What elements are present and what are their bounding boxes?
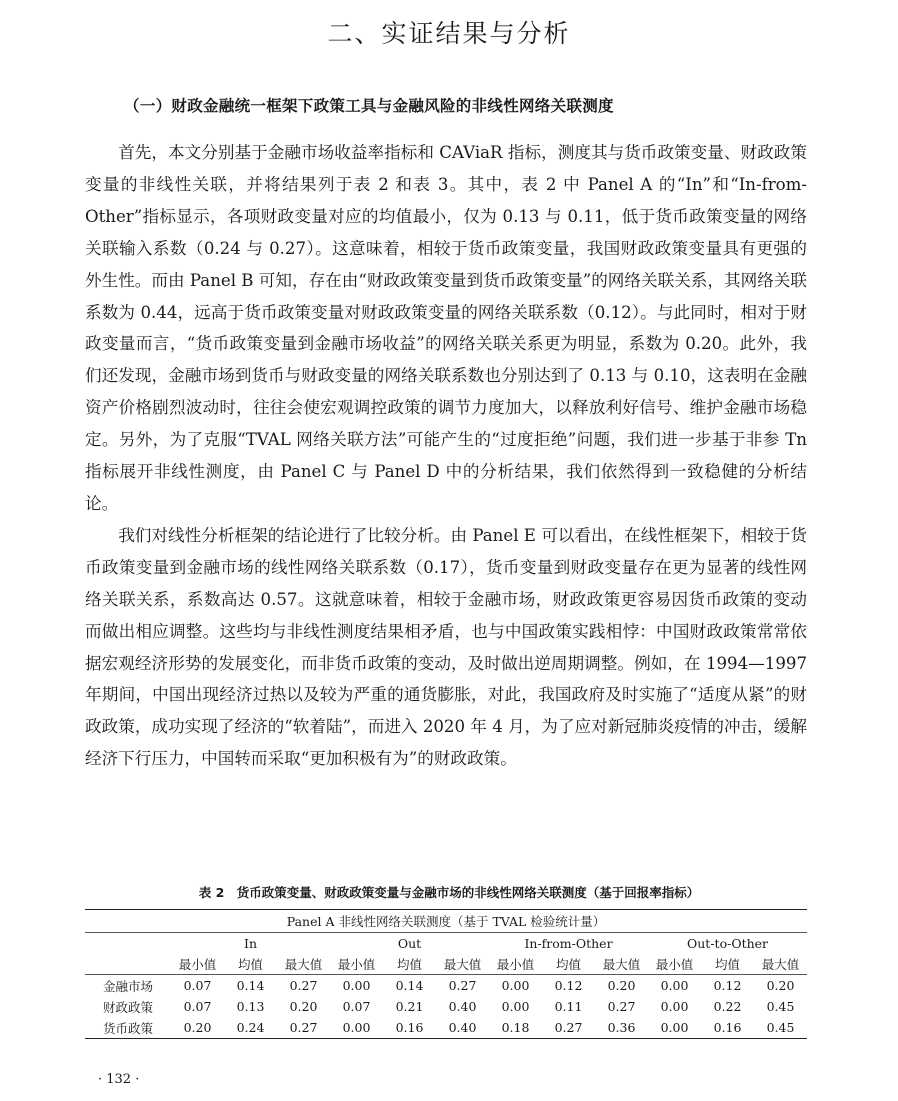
table-cell: 0.00 [501,999,530,1014]
section-title: 二、实证结果与分析 [327,19,571,48]
table-cell: 0.20 [607,978,636,993]
table-cell: 0.16 [701,1017,754,1039]
table-cell: 0.21 [395,999,424,1014]
stat-header: 均值 [542,953,595,975]
stat-header: 均值 [701,953,754,975]
row-label: 金融市场 [102,978,153,994]
table-cell: 0.45 [754,1017,807,1039]
row-label: 财政政策 [102,999,153,1015]
corner-cell [85,933,171,954]
table-cell: 0.20 [289,999,318,1014]
stat-header: 最小值 [330,953,383,975]
paragraph-1: 首先，本文分别基于金融市场收益率指标和 CAViaR 指标，测度其与货币政策变量、财政政策变量的非线性关联，并将结果列于表 2 和表 3。其中，表 2 中 Panel A 的“In”和“In-from-Other”指标显示，各项财政变量对应的均值最小，仅为 0.13 与 0.11，低于货币政策变量的网络关联输入系数（0.24 与 0.27）。这意味着，相较于货币政策变量，我国财政政策变量具有更强的外生性。而由 Panel B 可知，存在由“财政政策变量到货币政策变量”的网络关联关系，其网络关联系数为 0.44，远高于货币政策变量对财政政策变量的网络关联系数（0.12）。与此同时，相对于财政变量而言，“货币政策变量到金融市场收益”的网络关联关系更为明显，系数为 0.20。此外，我们还发现，金融市场到货币与财政变量的网络关联系数也分别达到了 0.13 与 0.10，这表明在金融资产价格剧烈波动时，往往会使宏观调控政策的调节力度加大，以释放利好信号、维护金融市场稳定。另外，为了克服“TVAL 网络关联方法”可能产生的“过度拒绝”问题，我们进一步基于非参 Tn 指标展开非线性测度，由 Panel C 与 Panel D 中的分析结果，我们依然得到一致稳健的分析结论。 [85,143,807,513]
stat-header: 均值 [224,953,277,975]
table-row [85,996,807,1017]
table-cell: 0.45 [766,999,795,1014]
table-cell: 0.00 [660,999,689,1014]
table-cell: 0.40 [448,999,477,1014]
subsection-title: （一）财政金融统一框架下政策工具与金融风险的非线性网络关联测度 [124,97,614,115]
table-cell: 0.16 [383,1017,436,1039]
table-cell: 0.27 [277,1017,330,1039]
results-table [85,909,807,1039]
table-cell: 0.12 [554,978,583,993]
stat-header: 最大值 [436,953,489,975]
stat-header: 最小值 [171,953,224,975]
table-cell: 0.00 [342,978,371,993]
table-cell: 0.27 [448,978,477,993]
table-cell: 0.27 [542,1017,595,1039]
table-cell: 0.22 [713,999,742,1014]
corner-cell [85,953,171,975]
table-cell: 0.40 [436,1017,489,1039]
table-cell: 0.12 [713,978,742,993]
table-cell: 0.13 [236,999,265,1014]
group-header: Out [397,935,422,951]
table-cell: 0.00 [660,978,689,993]
table-cell: 0.07 [183,999,212,1014]
table-cell: 0.27 [289,978,318,993]
stat-header: 最小值 [648,953,701,975]
table-cell: 0.14 [395,978,424,993]
table-cell: 0.00 [330,1017,383,1039]
group-header: In [244,935,257,951]
table-cell: 0.00 [648,1017,701,1039]
stat-header: 最小值 [489,953,542,975]
paragraph-2: 我们对线性分析框架的结论进行了比较分析。由 Panel E 可以看出，在线性框架下，相较于货币政策变量到金融市场的线性网络关联系数（0.17），货币变量到财政变量存在更为显著的线性网络关联关系，系数高达 0.57。这就意味着，相较于金融市场，财政政策更容易因货币政策的变动而做出相应调整。这些均与非线性测度结果相矛盾，也与中国政策实践相悖：中国财政政策常常依据宏观经济形势的发展变化，而非货币政策的变动，及时做出逆周期调整。例如，在 1994—1997 年期间，中国出现经济过热以及较为严重的通货膨胀，对此，我国政府及时实施了“适度从紧”的财政政策，成功实现了经济的“软着陆”，而进入 2020 年 4 月，为了应对新冠肺炎疫情的冲击，缓解经济下行压力，中国转而采取“更加积极有为”的财政政策。 [85,525,807,769]
table-cell: 0.18 [489,1017,542,1039]
stat-header: 最大值 [277,953,330,975]
table-row [85,975,807,997]
table-cell: 0.20 [171,1017,224,1039]
table-cell: 0.07 [342,999,371,1014]
stat-header: 最大值 [754,953,807,975]
table-cell: 0.24 [224,1017,277,1039]
table-row [85,1017,807,1039]
table-cell: 0.27 [607,999,636,1014]
table-cell: 0.00 [501,978,530,993]
table-cell: 0.20 [766,978,795,993]
group-header: In-from-Other [524,935,613,951]
page-number: · 132 · [98,1072,140,1087]
row-label: 货币政策 [85,1017,171,1039]
table-cell: 0.07 [183,978,212,993]
table-caption: 表 2 货币政策变量、财政政策变量与金融市场的非线性网络关联测度（基于回报率指标） [198,885,700,900]
panel-title: Panel A 非线性网络关联测度（基于 TVAL 检验统计量） [85,910,807,933]
table-cell: 0.36 [595,1017,648,1039]
group-header: Out-to-Other [687,935,769,951]
stat-header: 最大值 [595,953,648,975]
body-text [85,137,807,775]
table-cell: 0.14 [236,978,265,993]
table-cell: 0.11 [554,999,583,1014]
stat-header: 均值 [383,953,436,975]
